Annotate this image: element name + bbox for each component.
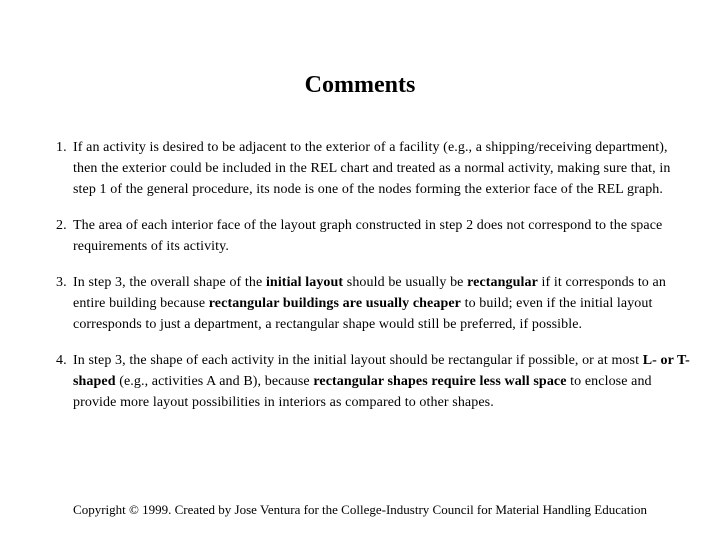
emphasis-text: rectangular shapes require less wall space [313, 374, 567, 389]
comment-item-4 [56, 350, 692, 413]
slide-title: Comments [304, 72, 416, 98]
comment-item-3 [56, 272, 692, 335]
emphasis-text: rectangular [467, 275, 538, 290]
comment-number: 1. [56, 140, 67, 155]
comment-list [56, 137, 692, 428]
comment-text-segment: In step 3, the shape of each activity in the initial layout should be rectangular if possible, or at most [73, 353, 643, 368]
comment-text-segment: In step 3, the overall shape of the [73, 275, 266, 290]
comment-text-segment: if it corresponds to an entire building because [73, 275, 666, 311]
comment-text-segment: to enclose and provide more layout possibilities in interiors as compared to other shapes. [73, 374, 652, 410]
comment-item-1 [56, 137, 692, 200]
comment-text-segment: (e.g., activities A and B), because [115, 374, 314, 389]
comment-text-segment: to build; even if the initial layout corresponds to just a department, a rectangular shape would still be preferred, if possible. [73, 296, 653, 332]
emphasis-text: rectangular buildings are usually cheaper [208, 296, 461, 311]
comment-text-segment: The area of each interior face of the layout graph constructed in step 2 does not correspond to the space requirements of its activity. [73, 218, 663, 254]
emphasis-text: initial layout [265, 275, 344, 290]
comment-text-segment: should be usually be [343, 275, 468, 290]
comment-text-segment: If an activity is desired to be adjacent to the exterior of a facility (e.g., a shipping/receiving department), then the exterior could be included in the REL chart and treated as a normal activity, making sure that, in step 1 of the general procedure, its node is one of the nodes forming the exterior face of the REL graph. [73, 140, 671, 197]
emphasis-text: L- or T-shaped [73, 353, 690, 389]
comment-number: 4. [56, 353, 67, 368]
comment-number: 3. [56, 275, 67, 290]
copyright-footer: Copyright © 1999. Created by Jose Ventura for the College-Industry Council for Material Handling Education [73, 502, 647, 517]
comment-number: 2. [56, 218, 67, 233]
comment-item-2 [56, 215, 692, 257]
